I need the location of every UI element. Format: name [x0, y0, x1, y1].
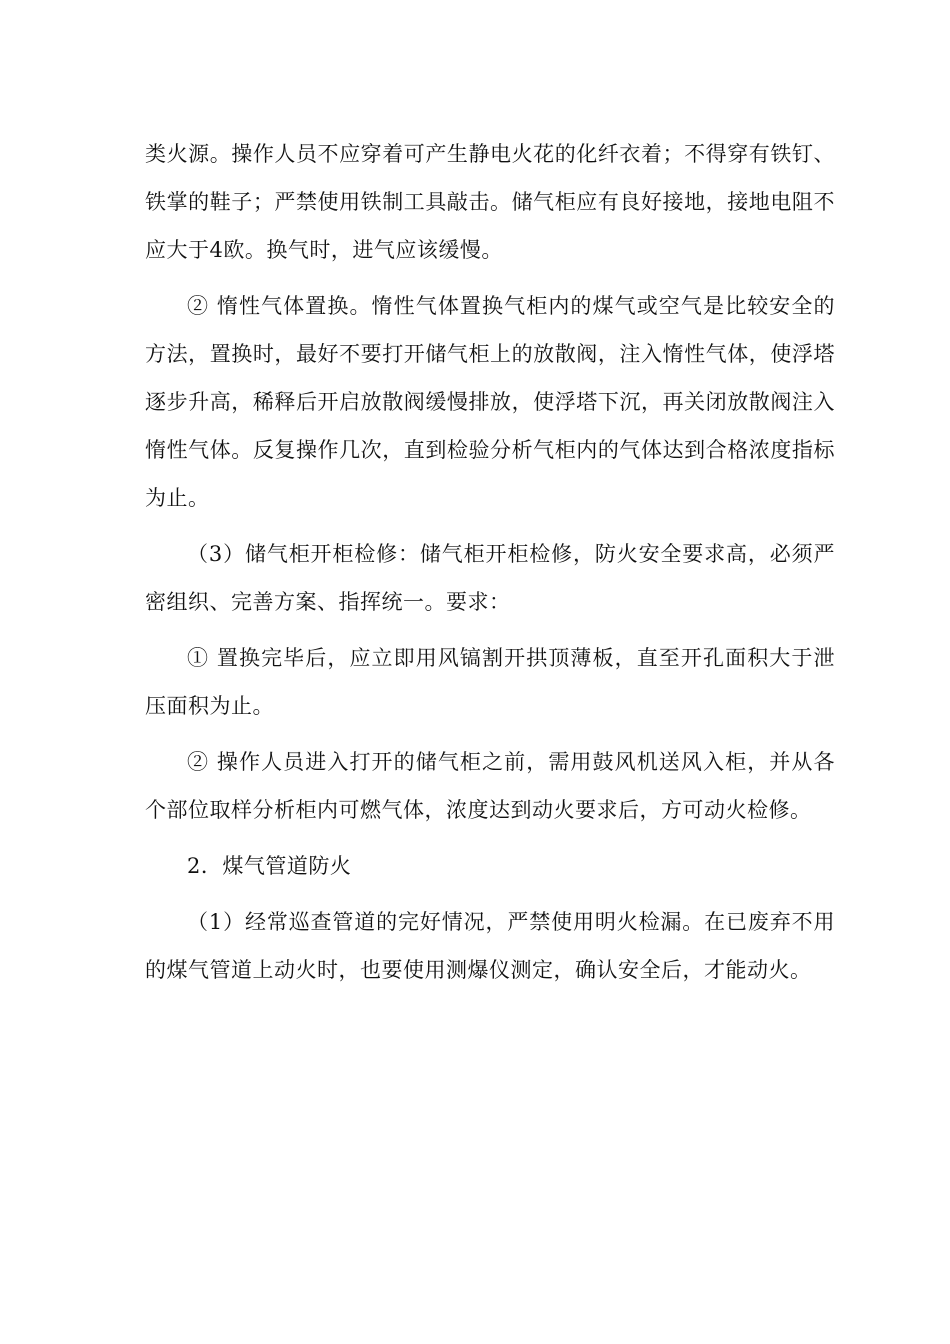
section-heading-gas-pipeline: 2．煤气管道防火	[187, 854, 352, 878]
paragraph-item-1: ① 置换完毕后，应立即用风镐割开拱顶薄板，直至开孔面积大于泄压面积为止。	[145, 646, 835, 718]
paragraph-pipeline-inspection: （1）经常巡查管道的完好情况，严禁使用明火检漏。在已废弃不用的煤气管道上动火时，也要使用测爆仪测定，确认安全后，才能动火。	[145, 910, 835, 982]
paragraph-inert-gas-replacement: ② 惰性气体置换。惰性气体置换气柜内的煤气或空气是比较安全的方法，置换时，最好不要打开储气柜上的放散阀，注入惰性气体，使浮塔逐步升高，稀释后开启放散阀缓慢排放，使浮塔下沉，再关闭放散阀注入惰性气体。反复操作几次，直到检验分析气柜内的气体达到合格浓度指标为止。	[145, 294, 835, 510]
document-body	[145, 130, 835, 994]
paragraph-tank-open-maintenance: （3）储气柜开柜检修：储气柜开柜检修，防火安全要求高，必须严密组织、完善方案、指挥统一。要求：	[145, 542, 835, 614]
paragraph-continuation: 类火源。操作人员不应穿着可产生静电火花的化纤衣着；不得穿有铁钉、铁掌的鞋子；严禁使用铁制工具敲击。储气柜应有良好接地，接地电阻不应大于4欧。换气时，进气应该缓慢。	[145, 142, 835, 262]
paragraph-item-2: ② 操作人员进入打开的储气柜之前，需用鼓风机送风入柜，并从各个部位取样分析柜内可燃气体，浓度达到动火要求后，方可动火检修。	[145, 750, 835, 822]
